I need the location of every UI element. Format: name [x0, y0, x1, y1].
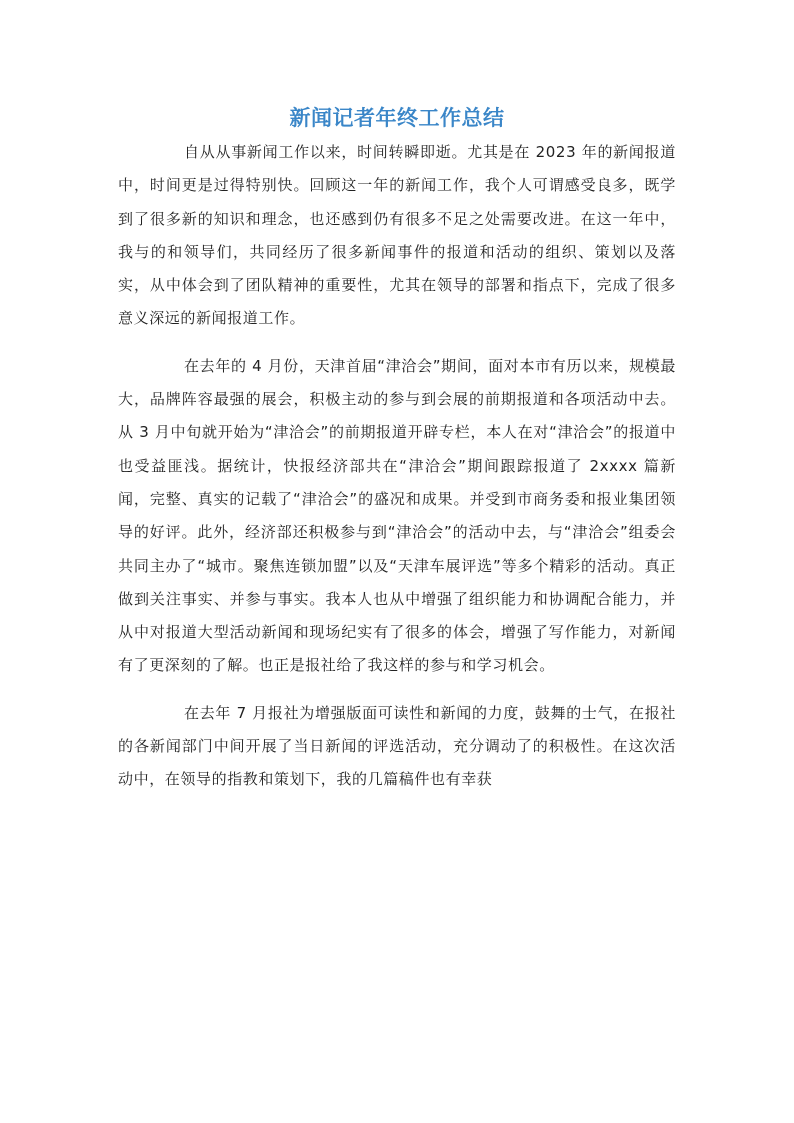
document-page	[118, 100, 676, 797]
paragraph: 在去年 7 月报社为增强版面可读性和新闻的力度，鼓舞的士气，在报社的各新闻部门中间开展了当日新闻的评选活动，充分调动了的积极性。在这次活动中，在领导的指教和策划下，我的几篇稿件也有幸获	[118, 703, 676, 789]
document-title: 新闻记者年终工作总结	[289, 106, 505, 130]
paragraph: 自从从事新闻工作以来，时间转瞬即逝。尤其是在 2023 年的新闻报道中，时间更是过得特别快。回顾这一年的新闻工作，我个人可谓感受良多，既学到了很多新的知识和理念，也还感到仍有很多不足之处需要改进。在这一年中，我与的和领导们，共同经历了很多新闻事件的报道和活动的组织、策划以及落实，从中体会到了团队精神的重要性，尤其在领导的部署和指点下，完成了很多意义深远的新闻报道工作。	[118, 143, 676, 328]
paragraph: 在去年的 4 月份，天津首届“津洽会”期间，面对本市有历以来，规模最大，品牌阵容最强的展会，积极主动的参与到会展的前期报道和各项活动中去。从 3 月中旬就开始为“津洽会”的前期报道开辟专栏，本人在对“津洽会”的报道中也受益匪浅。据统计，快报经济部共在“津洽会”期间跟踪报道了 2xxxx 篇新闻，完整、真实的记载了“津洽会”的盛况和成果。并受到市商务委和报业集团领导的好评。此外，经济部还积极参与到“津洽会”的活动中去，与“津洽会”组委会共同主办了“城市。聚焦连锁加盟”以及“天津车展评选”等多个精彩的活动。真正做到关注事实、并参与事实。我本人也从中增强了组织能力和协调配合能力，并从中对报道大型活动新闻和现场纪实有了很多的体会，增强了写作能力，对新闻有了更深刻的了解。也正是报社给了我这样的参与和学习机会。	[118, 356, 676, 675]
